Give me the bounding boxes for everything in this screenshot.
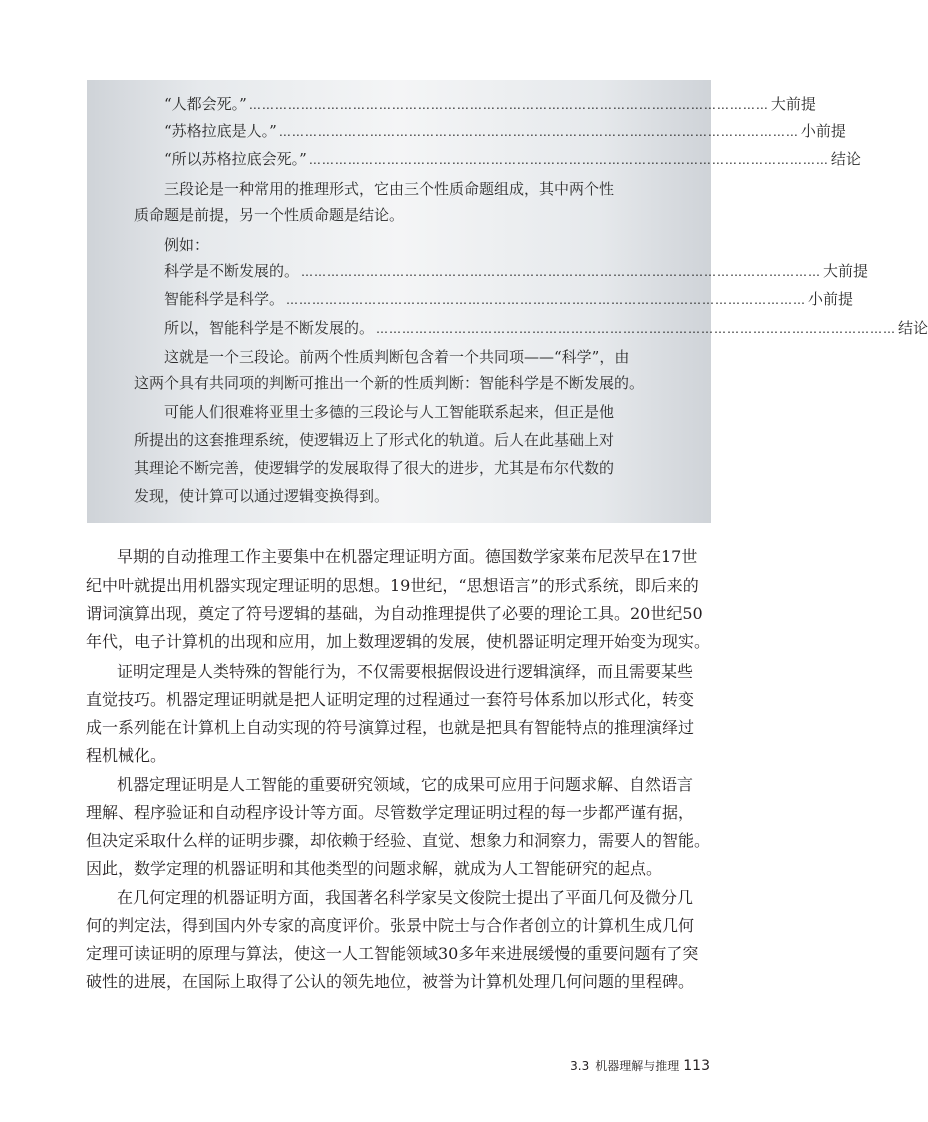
paragraph-line: 但决定采取什么样的证明步骤，却依赖于经验、直觉、想象力和洞察力，需要人的智能。 — [86, 831, 711, 850]
paragraph-line: 年代，电子计算机的出现和应用，加上数理逻辑的发展，使机器证明定理开始变为现实。 — [86, 632, 711, 651]
paragraph-line: 早期的自动推理工作主要集中在机器定理证明方面。德国数学家莱布尼茨早在17世 — [117, 547, 698, 566]
paragraph-line: 理解、程序验证和自动程序设计等方面。尽管数学定理证明过程的每一步都严谨有据， — [86, 803, 695, 822]
syllogism-1-major-premise — [164, 94, 816, 114]
leader-dots: ………………………………………………………………………………………………………… — [376, 322, 897, 336]
paragraph-line: 机器定理证明是人工智能的重要研究领域，它的成果可应用于问题求解、自然语言 — [117, 775, 694, 794]
page-number: 113 — [683, 1058, 710, 1074]
statement-tag: 结论 — [830, 150, 861, 168]
intro-line: 质命题是前提，另一个性质命题是结论。 — [134, 206, 405, 224]
paragraph-line: 直觉技巧。机器定理证明就是把人证明定理的过程通过一套符号体系加以形式化，转变 — [86, 690, 695, 709]
statement-text: 所以，智能科学是不断发展的。 — [164, 319, 375, 337]
syllogism-1-conclusion — [164, 149, 861, 169]
leader-dots: ………………………………………………………………………………………………………… — [301, 265, 822, 279]
syllogism-2-major-premise — [164, 261, 869, 281]
paragraph-line: 何的判定法，得到国内外专家的高度评价。张景中院士与合作者创立的计算机生成几何 — [86, 916, 695, 935]
leader-dots: ………………………………………………………………………………………………………… — [286, 293, 807, 307]
explanation-line: 这就是一个三段论。前两个性质判断包含着一个共同项——“科学”，由 — [164, 348, 630, 366]
leader-dots: ………………………………………………………………………………………………………… — [308, 153, 829, 167]
statement-tag: 小前提 — [800, 122, 846, 140]
statement-text: “人都会死。” — [164, 95, 247, 113]
statement-tag: 大前提 — [770, 95, 816, 113]
section-number: 3.3 — [570, 1059, 590, 1073]
history-line: 可能人们很难将亚里士多德的三段论与人工智能联系起来，但正是他 — [164, 403, 615, 421]
statement-tag: 小前提 — [808, 290, 854, 308]
syllogism-1-minor-premise — [164, 121, 846, 141]
paragraph-line: 证明定理是人类特殊的智能行为，不仅需要根据假设进行逻辑演绎，而且需要某些 — [117, 662, 694, 681]
paragraph-line: 破性的进展，在国际上取得了公认的领先地位，被誉为计算机处理几何问题的里程碑。 — [86, 972, 695, 991]
syllogism-2-minor-premise — [164, 289, 854, 309]
syllogism-2-conclusion — [164, 318, 928, 338]
paragraph-line: 在几何定理的机器证明方面，我国著名科学家吴文俊院士提出了平面几何及微分几 — [117, 888, 694, 907]
leader-dots: ………………………………………………………………………………………………………… — [278, 125, 799, 139]
paragraph-line: 定理可读证明的原理与算法，使这一人工智能领域30多年来进展缓慢的重要问题有了突 — [86, 944, 699, 963]
paragraph-line: 程机械化。 — [86, 746, 167, 765]
paragraph-line: 纪中叶就提出用机器实现定理证明的思想。19世纪，“思想语言”的形式系统，即后来的 — [86, 576, 699, 595]
syllogism-sidebar-box — [87, 80, 928, 523]
paragraph-line: 成一系列能在计算机上自动实现的符号演算过程，也就是把具有智能特点的推理演绎过 — [86, 718, 695, 737]
statement-text: 智能科学是科学。 — [164, 290, 285, 308]
statement-tag: 大前提 — [823, 262, 869, 280]
statement-text: “苏格拉底是人。” — [164, 122, 277, 140]
intro-line: 三段论是一种常用的推理形式，它由三个性质命题组成，其中两个性 — [164, 180, 615, 198]
history-line: 所提出的这套推理系统，使逻辑迈上了形式化的轨道。后人在此基础上对 — [134, 431, 615, 449]
history-line: 其理论不断完善，使逻辑学的发展取得了很大的进步，尤其是布尔代数的 — [134, 459, 615, 477]
statement-tag: 结论 — [898, 319, 928, 337]
leader-dots: ………………………………………………………………………………………………………… — [248, 98, 769, 112]
page-footer — [560, 1055, 710, 1074]
section-title: 机器理解与推理 — [595, 1059, 680, 1073]
statement-text: 科学是不断发展的。 — [164, 262, 300, 280]
statement-text: “所以苏格拉底会死。” — [164, 150, 307, 168]
explanation-line: 这两个具有共同项的判断可推出一个新的性质判断：智能科学是不断发展的。 — [134, 374, 645, 392]
example-label: 例如： — [164, 236, 210, 254]
history-line: 发现，使计算可以通过逻辑变换得到。 — [134, 487, 390, 505]
paragraph-line: 谓词演算出现，奠定了符号逻辑的基础，为自动推理提供了必要的理论工具。20世纪50 — [86, 604, 703, 623]
paragraph-line: 因此，数学定理的机器证明和其他类型的问题求解，就成为人工智能研究的起点。 — [86, 859, 663, 878]
